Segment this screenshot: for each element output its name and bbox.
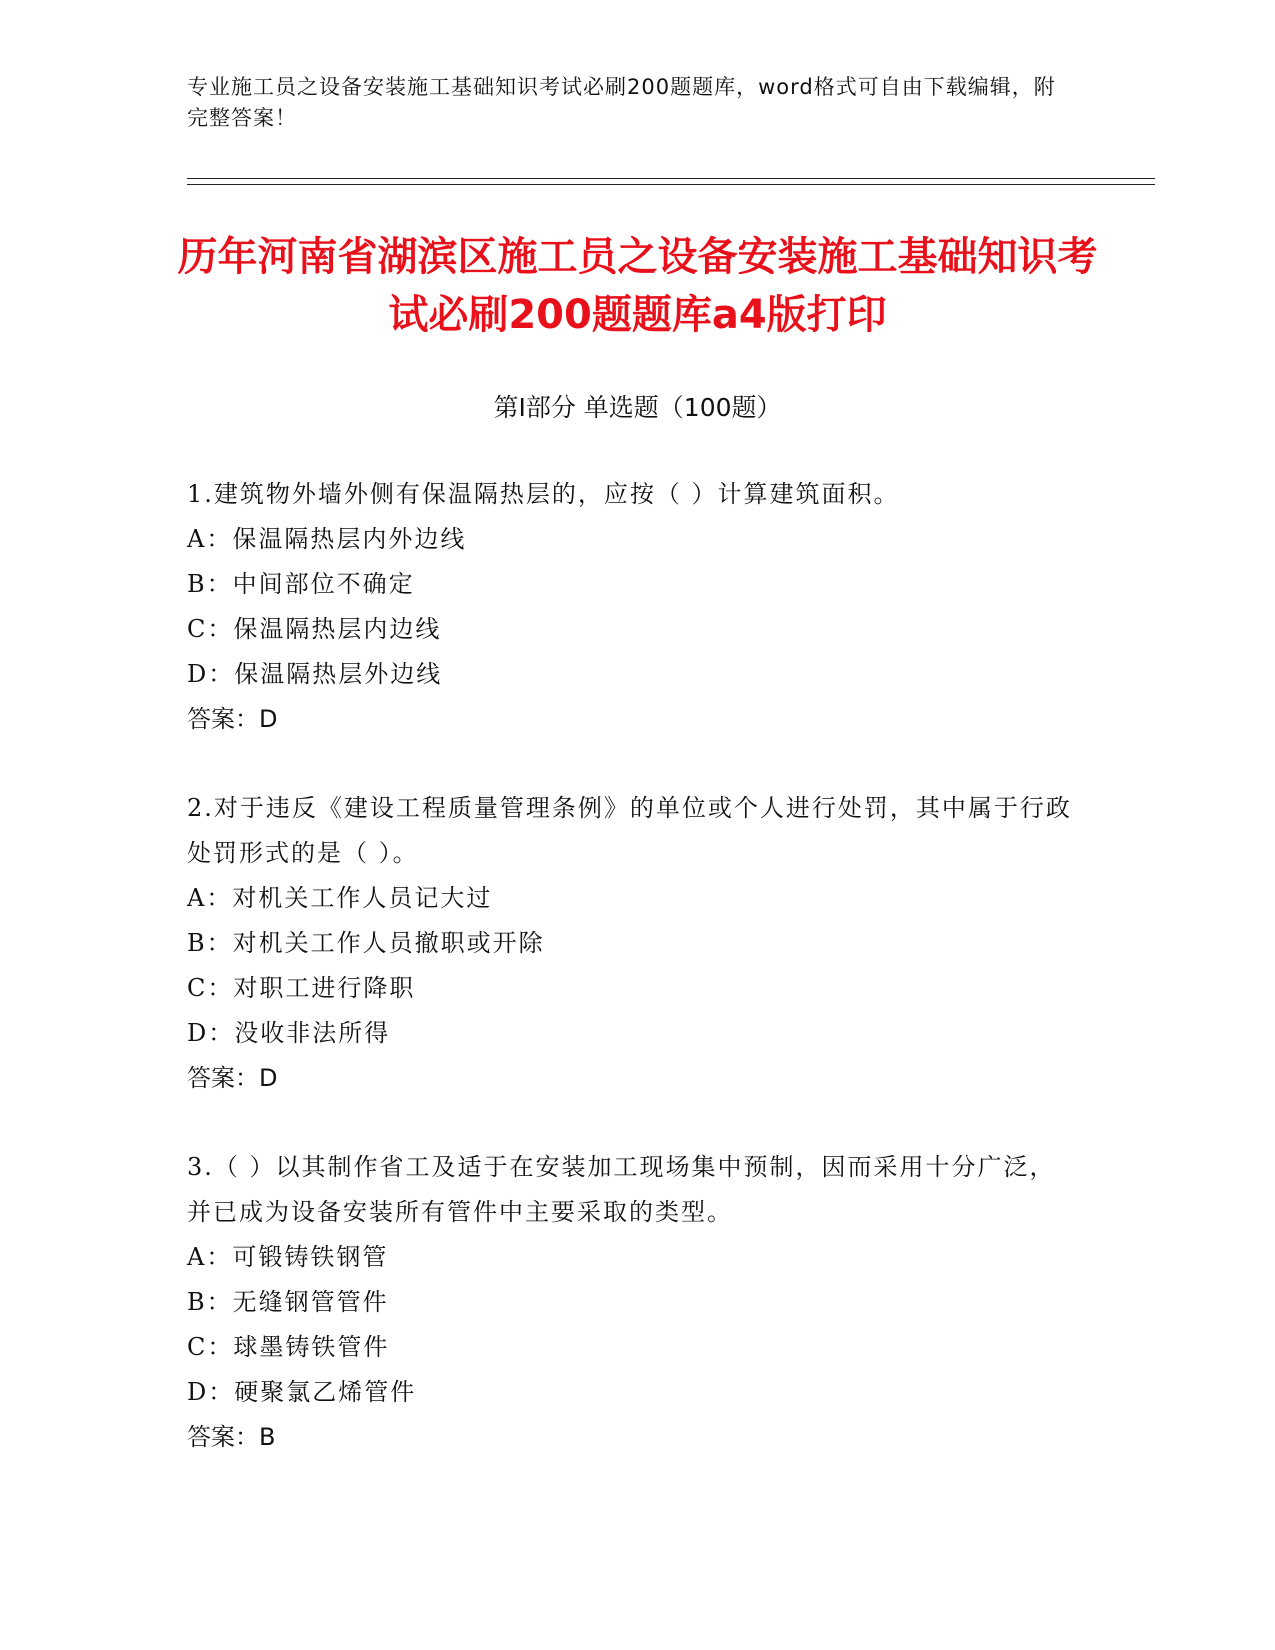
question-stem: 3.（ ）以其制作省工及适于在安装加工现场集中预制，因而采用十分广泛，并已成为设备安装所有管件中主要采取的类型。 — [187, 1153, 1056, 1226]
option-c: C：对职工进行降职 — [187, 974, 416, 1002]
option-d: D：没收非法所得 — [187, 1019, 391, 1047]
header-note: 专业施工员之设备安装施工基础知识考试必刷200题题库，word格式可自由下载编辑，附完整答案！ — [187, 75, 1056, 130]
option-b: B：无缝钢管管件 — [187, 1288, 389, 1316]
question-stem: 1.建筑物外墙外侧有保温隔热层的，应按（ ）计算建筑面积。 — [187, 480, 900, 508]
option-d: D：硬聚氯乙烯管件 — [187, 1378, 417, 1406]
section-title: 第Ⅰ部分 单选题（100题） — [493, 393, 782, 422]
option-b: B：对机关工作人员撤职或开除 — [187, 929, 545, 957]
question-stem: 2.对于违反《建设工程质量管理条例》的单位或个人进行处罚，其中属于行政处罚形式的是（ ）。 — [187, 794, 1072, 867]
option-c: C：球墨铸铁管件 — [187, 1333, 390, 1361]
header-divider — [187, 178, 1155, 179]
option-b: B：中间部位不确定 — [187, 570, 415, 598]
option-c: C：保温隔热层内边线 — [187, 615, 442, 643]
option-a: A：可锻铸铁钢管 — [187, 1243, 389, 1271]
answer: 答案：D — [187, 705, 278, 733]
answer: 答案：B — [187, 1423, 276, 1451]
option-a: A：对机关工作人员记大过 — [187, 884, 493, 912]
question-list — [187, 472, 1077, 1504]
question-1 — [187, 472, 1077, 742]
answer: 答案：D — [187, 1064, 278, 1092]
option-d: D：保温隔热层外边线 — [187, 660, 443, 688]
question-2 — [187, 786, 1077, 1101]
option-a: A：保温隔热层内外边线 — [187, 525, 467, 553]
question-3 — [187, 1145, 1077, 1460]
header-divider-secondary — [187, 184, 1155, 185]
document-title: 历年河南省湖滨区施工员之设备安装施工基础知识考试必刷200题题库a4版打印 — [177, 234, 1098, 338]
